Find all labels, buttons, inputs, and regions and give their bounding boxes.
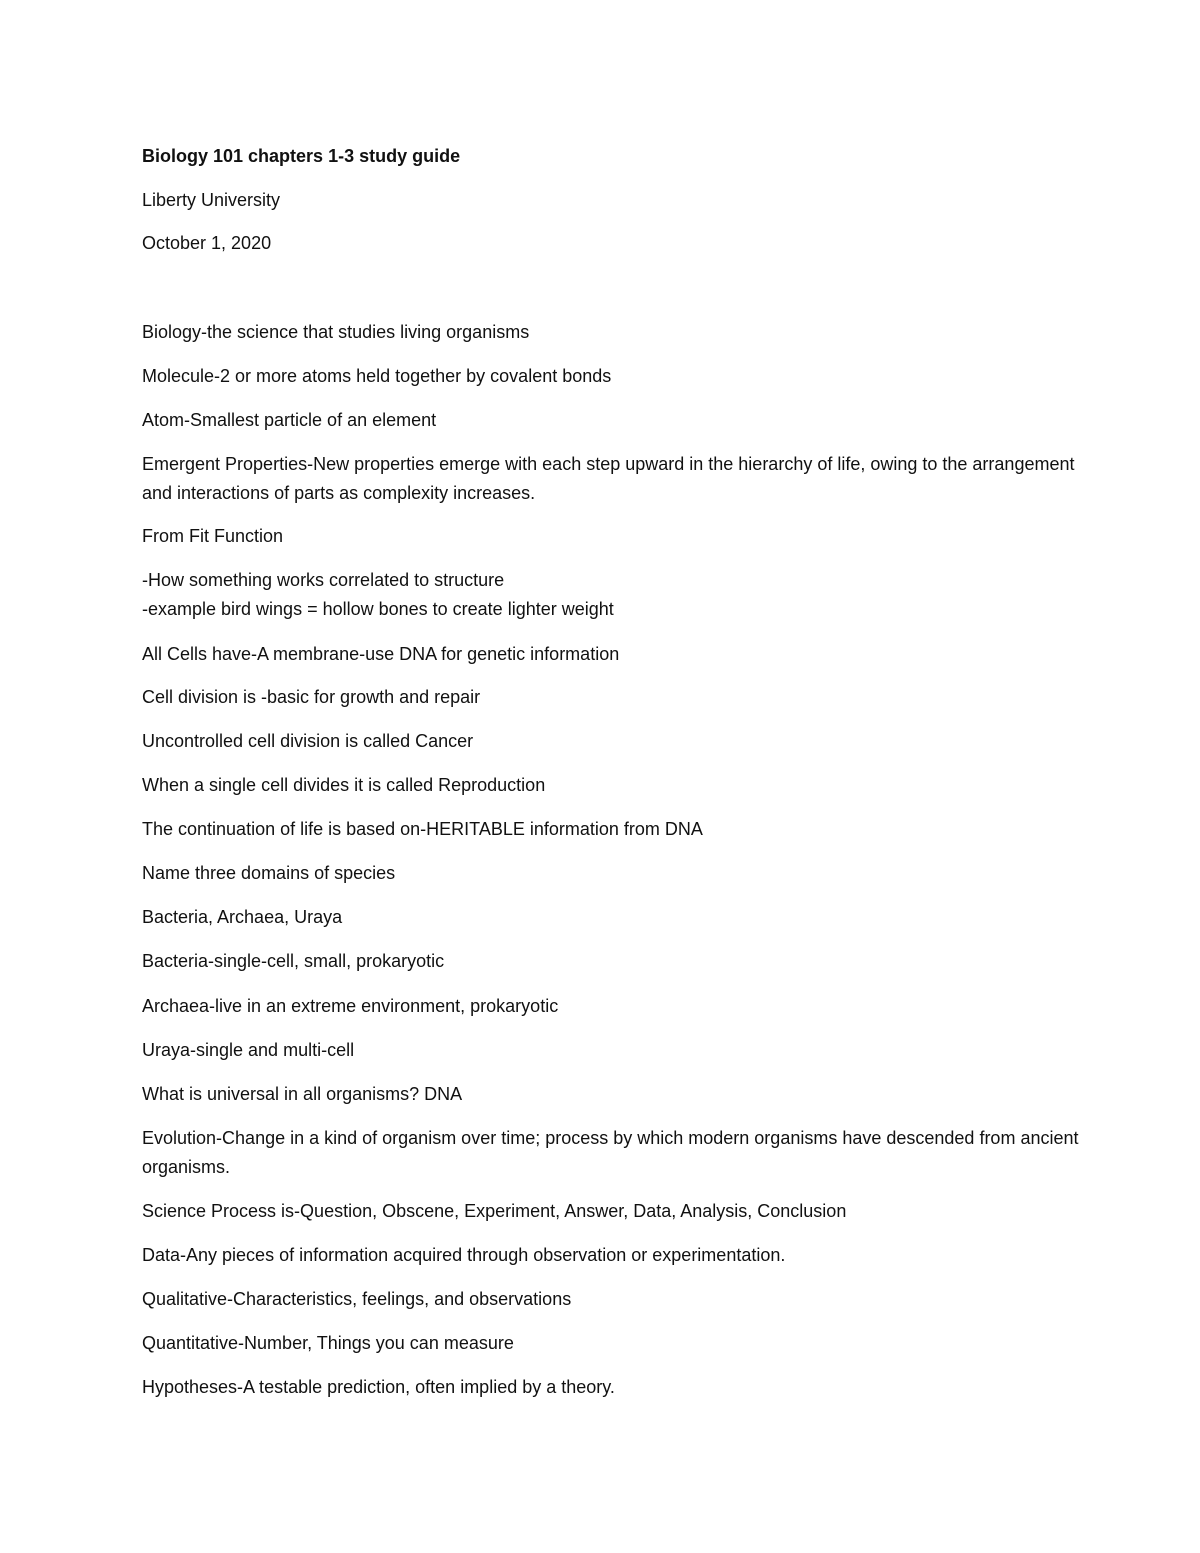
definition-line: Cell division is -basic for growth and repair xyxy=(142,687,481,707)
definition-line: From Fit Function xyxy=(142,526,284,546)
definition-line: When a single cell divides it is called Reproduction xyxy=(142,775,546,795)
definition-line: What is universal in all organisms? DNA xyxy=(142,1084,463,1104)
definition-line: Uncontrolled cell division is called Cancer xyxy=(142,731,474,751)
definition-line: Bacteria-single-cell, small, prokaryotic xyxy=(142,951,445,971)
definition-line: Quantitative-Number, Things you can measure xyxy=(142,1333,514,1353)
date-line: October 1, 2020 xyxy=(142,233,272,253)
definition-line: All Cells have-A membrane-use DNA for genetic information xyxy=(142,644,620,664)
definition-line: Archaea-live in an extreme environment, prokaryotic xyxy=(142,996,559,1016)
definition-line: The continuation of life is based on-HERITABLE information from DNA xyxy=(142,819,703,839)
definition-line: Atom-Smallest particle of an element xyxy=(142,410,437,430)
institution-line: Liberty University xyxy=(142,190,281,210)
example-line: -How something works correlated to structure xyxy=(142,570,505,590)
definition-line: Science Process is-Question, Obscene, Experiment, Answer, Data, Analysis, Conclusion xyxy=(142,1201,847,1221)
definition-line: Molecule-2 or more atoms held together by covalent bonds xyxy=(142,366,612,386)
definition-line: Hypotheses-A testable prediction, often implied by a theory. xyxy=(142,1377,615,1397)
definition-line: Name three domains of species xyxy=(142,863,396,883)
definition-line: Data-Any pieces of information acquired through observation or experimentation. xyxy=(142,1245,786,1265)
example-line: -example bird wings = hollow bones to create lighter weight xyxy=(142,599,614,619)
definition-line: Biology-the science that studies living organisms xyxy=(142,322,530,342)
definition-paragraph: Emergent Properties-New properties emerge with each step upward in the hierarchy of life, owing to the arrangement and interactions of parts as complexity increases. xyxy=(142,454,1075,503)
definition-paragraph: Evolution-Change in a kind of organism over time; process by which modern organisms have descended from ancient organisms. xyxy=(142,1128,1079,1177)
document-title: Biology 101 chapters 1-3 study guide xyxy=(142,146,461,166)
definition-line: Qualitative-Characteristics, feelings, and observations xyxy=(142,1289,572,1309)
definition-line: Bacteria, Archaea, Uraya xyxy=(142,907,343,927)
definition-line: Uraya-single and multi-cell xyxy=(142,1040,355,1060)
